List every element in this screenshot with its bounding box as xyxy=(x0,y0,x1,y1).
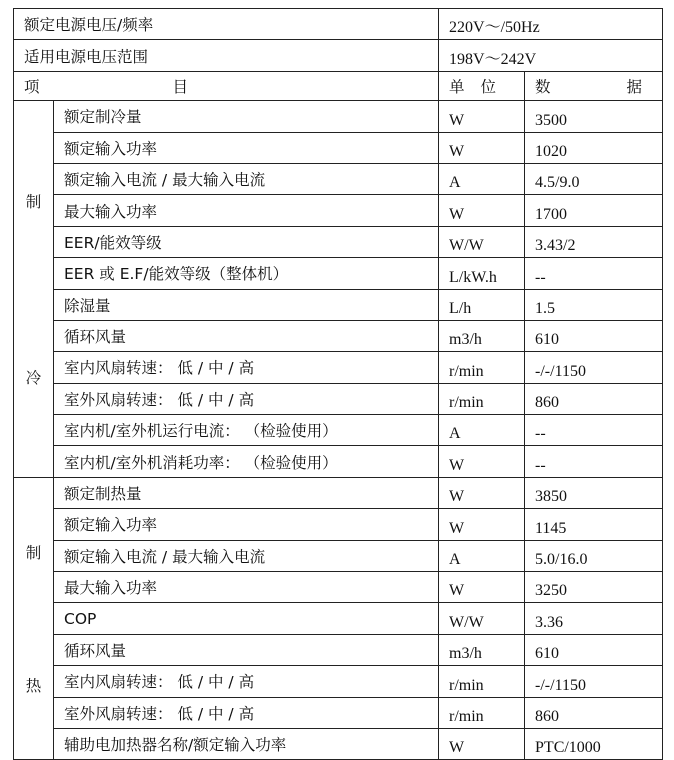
cooling-value-cell: 610 xyxy=(525,320,663,351)
heating-row xyxy=(14,572,663,603)
cooling-row xyxy=(14,195,663,226)
heating-row xyxy=(14,477,663,508)
cooling-item-cell: 室内机/室外机运行电流： （检验使用） xyxy=(54,415,439,446)
cooling-unit-cell: W/W xyxy=(439,226,525,257)
heating-unit-cell: A xyxy=(439,540,525,571)
column-header-data-char-1: 数 xyxy=(535,77,551,96)
rated-voltage-row xyxy=(14,9,663,40)
cooling-item-cell: EER 或 E.F/能效等级（整体机） xyxy=(54,258,439,289)
heating-item-cell: 额定输入功率 xyxy=(54,509,439,540)
cooling-value-cell: -- xyxy=(525,415,663,446)
heating-item-cell: COP xyxy=(54,603,439,634)
voltage-range-row xyxy=(14,40,663,71)
cooling-group-char: 制 xyxy=(25,192,42,211)
heating-group-char: 制 xyxy=(25,544,42,563)
cooling-unit-cell: W xyxy=(439,132,525,163)
column-header-item-char-2: 目 xyxy=(172,77,189,96)
cooling-value-cell: 860 xyxy=(525,383,663,414)
cooling-item-cell: 额定制冷量 xyxy=(54,101,439,132)
cooling-unit-cell: r/min xyxy=(439,383,525,414)
heating-group-char: 热 xyxy=(25,676,42,695)
cooling-row xyxy=(14,446,663,477)
heating-item-cell: 额定输入电流 / 最大输入电流 xyxy=(54,540,439,571)
column-header-data xyxy=(525,71,663,100)
heating-unit-cell: W xyxy=(439,728,525,759)
cooling-value-cell: -/-/1150 xyxy=(525,352,663,383)
cooling-row xyxy=(14,101,663,132)
heating-unit-cell: W xyxy=(439,509,525,540)
heating-row xyxy=(14,634,663,665)
cooling-unit-cell: W xyxy=(439,101,525,132)
cooling-value-cell: 1700 xyxy=(525,195,663,226)
cooling-unit-cell: W xyxy=(439,446,525,477)
cooling-unit-cell: L/kW.h xyxy=(439,258,525,289)
cooling-item-cell: 室外风扇转速： 低 / 中 / 高 xyxy=(54,383,439,414)
heating-row xyxy=(14,666,663,697)
heating-item-cell: 循环风量 xyxy=(54,634,439,665)
cooling-unit-cell: W xyxy=(439,195,525,226)
heating-value-cell: 610 xyxy=(525,634,663,665)
heating-value-cell: 1145 xyxy=(525,509,663,540)
heating-value-cell: 3250 xyxy=(525,572,663,603)
rated-voltage-value: 220V～/50Hz xyxy=(439,9,663,40)
heating-group-label xyxy=(14,477,54,760)
spec-table xyxy=(13,8,663,760)
cooling-value-cell: 3500 xyxy=(525,101,663,132)
cooling-value-cell: -- xyxy=(525,258,663,289)
heating-value-cell: -/-/1150 xyxy=(525,666,663,697)
cooling-item-cell: 循环风量 xyxy=(54,320,439,351)
heating-value-cell: 3850 xyxy=(525,477,663,508)
column-header-item xyxy=(14,71,439,100)
cooling-unit-cell: m3/h xyxy=(439,320,525,351)
voltage-range-label: 适用电源电压范围 xyxy=(14,40,439,71)
heating-item-cell: 额定制热量 xyxy=(54,477,439,508)
heating-value-cell: 5.0/16.0 xyxy=(525,540,663,571)
heating-unit-cell: r/min xyxy=(439,697,525,728)
cooling-row xyxy=(14,258,663,289)
heating-row xyxy=(14,603,663,634)
cooling-item-cell: 最大输入功率 xyxy=(54,195,439,226)
rated-voltage-label: 额定电源电压/频率 xyxy=(14,9,439,40)
cooling-row xyxy=(14,132,663,163)
heating-unit-cell: W xyxy=(439,572,525,603)
cooling-value-cell: 3.43/2 xyxy=(525,226,663,257)
cooling-unit-cell: r/min xyxy=(439,352,525,383)
column-header-unit-char-1: 单 xyxy=(449,77,465,96)
cooling-item-cell: 室内风扇转速： 低 / 中 / 高 xyxy=(54,352,439,383)
heating-unit-cell: r/min xyxy=(439,666,525,697)
heating-value-cell: 860 xyxy=(525,697,663,728)
cooling-value-cell: 1020 xyxy=(525,132,663,163)
cooling-item-cell: 额定输入电流 / 最大输入电流 xyxy=(54,163,439,194)
cooling-value-cell: 4.5/9.0 xyxy=(525,163,663,194)
spec-table-body xyxy=(14,9,663,760)
heating-row xyxy=(14,697,663,728)
column-header-row xyxy=(14,71,663,100)
cooling-unit-cell: A xyxy=(439,163,525,194)
heating-item-cell: 室内风扇转速： 低 / 中 / 高 xyxy=(54,666,439,697)
cooling-value-cell: 1.5 xyxy=(525,289,663,320)
heating-item-cell: 辅助电加热器名称/额定输入功率 xyxy=(54,728,439,759)
heating-row xyxy=(14,540,663,571)
cooling-item-cell: EER/能效等级 xyxy=(54,226,439,257)
cooling-group-char: 冷 xyxy=(25,369,42,388)
heating-row xyxy=(14,728,663,759)
voltage-range-value: 198V～242V xyxy=(439,40,663,71)
cooling-row xyxy=(14,352,663,383)
heating-unit-cell: W xyxy=(439,477,525,508)
cooling-row xyxy=(14,320,663,351)
cooling-row xyxy=(14,226,663,257)
cooling-unit-cell: L/h xyxy=(439,289,525,320)
cooling-item-cell: 额定输入功率 xyxy=(54,132,439,163)
heating-value-cell: PTC/1000 xyxy=(525,728,663,759)
heating-value-cell: 3.36 xyxy=(525,603,663,634)
heating-item-cell: 最大输入功率 xyxy=(54,572,439,603)
cooling-row xyxy=(14,383,663,414)
heating-row xyxy=(14,509,663,540)
heating-unit-cell: m3/h xyxy=(439,634,525,665)
cooling-group-label xyxy=(14,101,54,478)
column-header-data-char-2: 据 xyxy=(626,77,643,96)
column-header-unit xyxy=(439,71,525,100)
cooling-item-cell: 除湿量 xyxy=(54,289,439,320)
cooling-value-cell: -- xyxy=(525,446,663,477)
column-header-unit-char-2: 位 xyxy=(480,77,497,96)
cooling-item-cell: 室内机/室外机消耗功率： （检验使用） xyxy=(54,446,439,477)
cooling-row xyxy=(14,289,663,320)
cooling-unit-cell: A xyxy=(439,415,525,446)
heating-item-cell: 室外风扇转速： 低 / 中 / 高 xyxy=(54,697,439,728)
heating-unit-cell: W/W xyxy=(439,603,525,634)
cooling-row xyxy=(14,163,663,194)
cooling-row xyxy=(14,415,663,446)
column-header-item-char-1: 项 xyxy=(24,77,40,96)
